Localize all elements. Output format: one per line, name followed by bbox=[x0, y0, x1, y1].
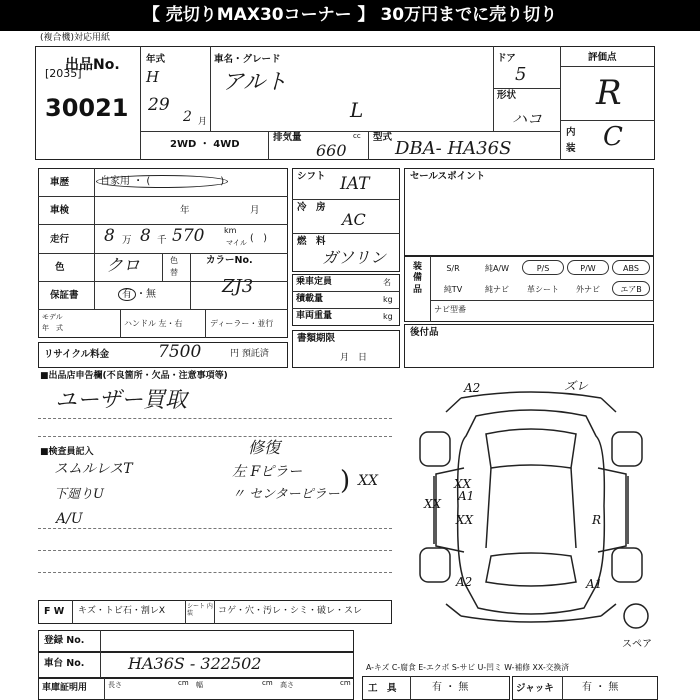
inspection-year: 年 bbox=[180, 205, 190, 216]
color-no-label: カラーNo. bbox=[206, 255, 253, 266]
equip-abs: ABS bbox=[612, 260, 650, 275]
mileage-label: 走行 bbox=[50, 234, 70, 245]
warranty-label: 保証書 bbox=[50, 290, 79, 301]
displacement-label: 排気量 bbox=[273, 132, 302, 143]
diagram-mark-xx-1: XX bbox=[454, 477, 472, 491]
garage-width: 幅 bbox=[196, 681, 203, 689]
repair-title: 修復 bbox=[248, 438, 281, 457]
model-form-label-2: 年 式 bbox=[42, 324, 63, 332]
tools-dot: ・ bbox=[445, 682, 456, 693]
shape-label: 形状 bbox=[497, 90, 517, 101]
inspection-month: 月 bbox=[250, 205, 260, 216]
model-label: 車名・グレード bbox=[214, 54, 281, 65]
score-label: 評価点 bbox=[588, 52, 617, 63]
model-grade: L bbox=[350, 98, 364, 122]
weight-label: 車両重量 bbox=[296, 311, 333, 321]
year-label: 年式 bbox=[146, 54, 166, 65]
recycle-label: リサイクル料金 bbox=[44, 349, 110, 360]
equip-sr: S/R bbox=[446, 264, 460, 273]
interior-label-2: 装 bbox=[566, 143, 576, 154]
model-form-handle: ハンドル 左・右 bbox=[124, 319, 183, 328]
shift-label: シフト bbox=[297, 171, 326, 182]
capacity-label: 乗車定員 bbox=[296, 277, 333, 287]
garage-cm-2: cm bbox=[262, 679, 273, 687]
lot-number: 30021 bbox=[45, 94, 129, 122]
doc-period-label: 書類期限 bbox=[297, 333, 336, 344]
mileage-sen: 8 bbox=[140, 226, 151, 246]
model-form-label-1: モデル bbox=[42, 313, 63, 321]
post-install-block bbox=[404, 324, 654, 368]
year-era: H bbox=[146, 68, 160, 86]
equip-pw: P/W bbox=[567, 260, 609, 275]
garage-length: 長さ bbox=[108, 681, 122, 689]
car-diagram bbox=[406, 376, 656, 636]
inspection-label: 車検 bbox=[50, 205, 70, 216]
aircon-label: 冷 房 bbox=[297, 202, 326, 213]
seller-notes-label: ■出品店申告欄(不良箇所・欠品・注意事項等) bbox=[40, 371, 228, 381]
diagram-mark-a1-bottom: A1 bbox=[586, 577, 603, 591]
recycle-value: 7500 bbox=[158, 342, 202, 362]
color-change-label-1: 色 bbox=[170, 256, 178, 265]
equip-navi: 純ナビ bbox=[485, 285, 509, 294]
chassis-value: HA36S - 322502 bbox=[128, 654, 262, 673]
history-options bbox=[96, 177, 228, 187]
doc-period-unit: 月 日 bbox=[340, 353, 368, 363]
year-month-unit: 月 bbox=[198, 117, 208, 127]
warranty-dot: ・ bbox=[136, 289, 146, 300]
interior-value: C bbox=[603, 122, 623, 152]
tools-yes: 有 bbox=[432, 682, 442, 693]
interior-check-options: コゲ・穴・汚レ・シミ・破レ・スレ bbox=[218, 606, 363, 616]
warranty-options bbox=[118, 290, 156, 300]
door-label: ドア bbox=[497, 53, 516, 64]
sales-point-label: セールスポイント bbox=[410, 171, 486, 182]
spare-label: スペア bbox=[622, 639, 652, 650]
mileage-mile-unit: マイル bbox=[226, 239, 247, 247]
diagram-mark-zure: ズレ bbox=[564, 379, 589, 393]
diagram-mark-a2-bottom: A2 bbox=[456, 575, 473, 589]
banner-title: 【 売切りMAX30コーナー 】 30万円までに売り切り bbox=[0, 0, 700, 31]
jack-options bbox=[582, 683, 618, 693]
fuel-value: ガソリン bbox=[322, 248, 387, 267]
shift-value: IAT bbox=[340, 174, 370, 194]
interior-label-1: 内 bbox=[566, 127, 576, 138]
registration-label: 登録 No. bbox=[44, 635, 85, 646]
warranty-yes: 有 bbox=[118, 288, 136, 301]
mileage-rest: 570 bbox=[172, 226, 205, 246]
inspector-line-1: スムルレスT bbox=[54, 461, 133, 477]
diagram-mark-a1-left: A1 bbox=[458, 489, 475, 503]
history-label: 車歴 bbox=[50, 177, 70, 188]
damage-legend: A-キズ C-腐食 E-エクボ S-サビ U-凹ミ W-補修 XX-交換済 bbox=[366, 663, 570, 672]
equip-tv: 純TV bbox=[443, 285, 463, 294]
mileage-paren: ( ) bbox=[250, 233, 267, 244]
equipment-label: 装 備 品 bbox=[413, 262, 432, 295]
equip-leather: 革シート bbox=[527, 285, 559, 294]
weight-unit: kg bbox=[383, 312, 393, 321]
diagram-mark-xx-3: XX bbox=[424, 497, 442, 511]
repair-line-1: 左 Fピラー bbox=[232, 464, 303, 480]
diagram-mark-xx-2: XX bbox=[456, 513, 474, 527]
inspector-line-3: A/U bbox=[56, 511, 83, 527]
color-value: クロ bbox=[106, 256, 140, 276]
post-install-label: 後付品 bbox=[410, 327, 439, 338]
displacement-unit: cc bbox=[353, 132, 361, 140]
inspector-line-2: 下廻りU bbox=[54, 487, 104, 502]
interior-check-label: シート 内装 bbox=[187, 603, 213, 618]
fw-options: キズ・トビ石・割レX bbox=[78, 606, 165, 616]
diagram-mark-a2-top: A2 bbox=[464, 381, 481, 395]
registration-row bbox=[38, 630, 354, 652]
seller-notes-text: ユーザー買取 bbox=[55, 388, 188, 413]
garage-cm-1: cm bbox=[178, 679, 189, 687]
mileage-man: 8 bbox=[104, 226, 115, 246]
inspector-notes-label: ■検査員記入 bbox=[40, 447, 94, 457]
color-no-value: ZJ3 bbox=[222, 276, 254, 297]
year-month: 2 bbox=[183, 109, 192, 125]
model-form-dealer: ディーラー・並行 bbox=[210, 319, 274, 328]
diagram-mark-r: R bbox=[592, 513, 602, 527]
lot-label: 出品No. bbox=[65, 57, 120, 73]
navi-model-label: ナビ型番 bbox=[434, 305, 466, 314]
mileage-man-unit: 万 bbox=[122, 235, 132, 246]
repair-bracket: ) bbox=[340, 466, 351, 496]
aircon-value: AC bbox=[342, 210, 366, 229]
type-code-label: 型式 bbox=[373, 132, 393, 143]
tools-label: 工 具 bbox=[368, 683, 397, 694]
garage-label: 車庫証明用 bbox=[42, 683, 88, 693]
repair-mark: XX bbox=[358, 473, 378, 489]
warranty-no: 無 bbox=[146, 289, 156, 300]
color-label: 色 bbox=[55, 262, 65, 273]
fw-label: F W bbox=[44, 606, 65, 617]
year-value: 29 bbox=[148, 95, 170, 115]
jack-dot: ・ bbox=[595, 682, 606, 693]
fuel-label: 燃 料 bbox=[297, 236, 326, 247]
tools-options bbox=[432, 683, 468, 693]
door-value: 5 bbox=[515, 64, 527, 85]
model-name: アルト bbox=[222, 70, 288, 95]
lot-code: [2035] bbox=[45, 67, 82, 80]
score-value: R bbox=[596, 73, 622, 113]
history-options-text: 自家用 ・ ( ) bbox=[96, 175, 228, 188]
mileage-km-unit: km bbox=[224, 226, 237, 235]
equip-ext-navi: 外ナビ bbox=[576, 285, 600, 294]
jack-label: ジャッキ bbox=[516, 683, 554, 694]
shape-value: ハコ bbox=[512, 110, 543, 128]
drive-label: 2WD ・ 4WD bbox=[170, 139, 240, 150]
equip-ps: P/S bbox=[522, 260, 564, 275]
load-unit: kg bbox=[383, 295, 393, 304]
repair-line-2: 〃 センターピラー bbox=[232, 487, 340, 502]
compound-note: (複合機)対応用紙 bbox=[40, 33, 111, 43]
chassis-label: 車台 No. bbox=[44, 658, 85, 669]
garage-height: 高さ bbox=[280, 681, 294, 689]
load-label: 積載量 bbox=[296, 294, 324, 304]
tools-no: 無 bbox=[458, 682, 469, 693]
color-change-label-2: 替 bbox=[170, 268, 178, 277]
capacity-unit: 名 bbox=[383, 278, 391, 287]
jack-no: 無 bbox=[608, 682, 619, 693]
type-code-value: DBA- HA36S bbox=[395, 138, 512, 159]
displacement-value: 660 bbox=[316, 141, 347, 160]
jack-yes: 有 bbox=[582, 682, 592, 693]
equip-airbag: エアB bbox=[612, 281, 650, 296]
mileage-sen-unit: 千 bbox=[157, 235, 167, 246]
equip-aw: 純A/W bbox=[484, 264, 510, 273]
garage-cm-3: cm bbox=[340, 679, 351, 687]
recycle-unit: 円 預託済 bbox=[230, 349, 269, 359]
